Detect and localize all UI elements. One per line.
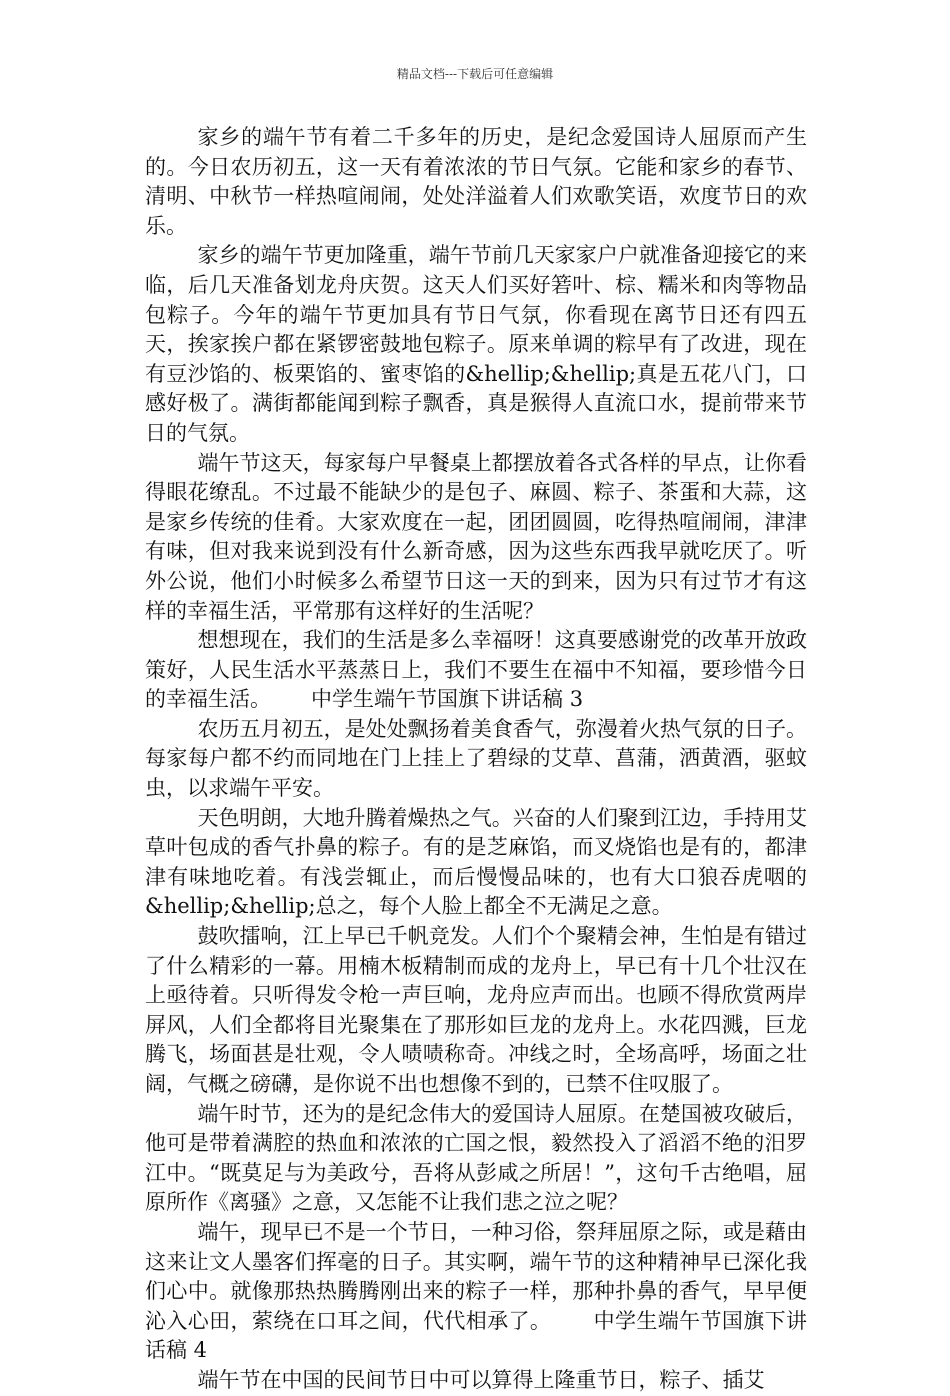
paragraph-2: 家乡的端午节更加隆重，端午节前几天家家户户就准备迎接它的来临，后几天准备划龙舟庆贺。这天人们买好箬叶、棕、糯米和肉等物品包粽子。今年的端午节更加具有节日气氛，你看现在离节日还有四五天，挨家挨户都在紧锣密鼓地包粽子。原来单调的粽早有了改进，现在有豆沙馅的、板栗馅的、蜜枣馅的&hellip;&hellip;真是五花八门，口感好极了。满街都能闻到粽子飘香，真是猴得人直流口水，提前带来节日的气氛。 — [145, 243, 807, 445]
paragraph-5: 农历五月初五，是处处飘扬着美食香气，弥漫着火热气氛的日子。每家每户都不约而同地在门上挂上了碧绿的艾草、菖蒲，洒黄酒，驱蚊虫，以求端午平安。 — [145, 716, 807, 801]
paragraph-8: 端午时节，还为的是纪念伟大的爱国诗人屈原。在楚国被攻破后，他可是带着满腔的热血和浓浓的亡国之恨，毅然投入了滔滔不绝的汨罗江中。“既莫足与为美政兮，吾将从彭咸之所居！”，这句千古绝唱，屈原所作《离骚》之意，又怎能不让我们悲之泣之呢？ — [145, 1101, 807, 1215]
paragraph-10: 端午节在中国的民间节日中可以算得上隆重节日，粽子、插艾 — [197, 1367, 765, 1392]
page-header: 精品文档---下载后可任意编辑 — [396, 67, 554, 81]
paragraph-9: 端午，现早已不是一个节日，一种习俗，祭拜屈原之际，或是藉由这来让文人墨客们挥毫的日子。其实啊，端午节的这种精神早已深化我们心中。就像那热热腾腾刚出来的粽子一样，那种扑鼻的香气，早早便沁入心田，萦绕在口耳之间，代代相承了。 中学生端午节国旗下讲话稿 4 — [145, 1219, 807, 1363]
paragraph-6: 天色明朗，大地升腾着燥热之气。兴奋的人们聚到江边，手持用艾草叶包成的香气扑鼻的粽子。有的是芝麻馅，而叉烧馅也是有的，都津津有味地吃着。有浅尝辄止，而后慢慢品味的，也有大口狼吞虎咽的&hellip;&hellip;总之，每个人脸上都全不无满足之意。 — [145, 805, 807, 919]
paragraph-1: 家乡的端午节有着二千多年的历史，是纪念爱国诗人屈原而产生的。今日农历初五，这一天有着浓浓的节日气氛。它能和家乡的春节、清明、中秋节一样热喧闹闹，处处洋溢着人们欢歌笑语，欢度节日的欢乐。 — [145, 125, 807, 238]
paragraph-4: 想想现在，我们的生活是多么幸福呀！这真要感谢党的改革开放政策好，人民生活水平蒸蒸日上，我们不要生在福中不知福，要珍惜今日的幸福生活。 中学生端午节国旗下讲话稿 3 — [145, 628, 807, 712]
document-body — [145, 123, 807, 1396]
paragraph-7: 鼓吹擂响，江上早已千帆竞发。人们个个聚精会神，生怕是有错过了什么精彩的一幕。用楠木板精制而成的龙舟上，早已有十几个壮汉在上亟待着。只听得发令枪一声巨响，龙舟应声而出。也顾不得欣赏两岸屏风，人们全都将目光聚集在了那形如巨龙的龙舟上。水花四溅，巨龙腾飞，场面甚是壮观，令人啧啧称奇。冲线之时，全场高呼，场面之壮阔，气概之磅礴，是你说不出也想像不到的，已禁不住叹服了。 — [145, 924, 807, 1096]
paragraph-3: 端午节这天，每家每户早餐桌上都摆放着各式各样的早点，让你看得眼花缭乱。不过最不能缺少的是包子、麻圆、粽子、茶蛋和大蒜，这是家乡传统的佳肴。大家欢度在一起，团团圆圆，吃得热喧闹闹，津津有味，但对我来说到没有什么新奇感，因为这些东西我早就吃厌了。听外公说，他们小时候多么希望节日这一天的到来，因为只有过节才有这样的幸福生活，平常那有这样好的生活呢？ — [145, 450, 807, 623]
